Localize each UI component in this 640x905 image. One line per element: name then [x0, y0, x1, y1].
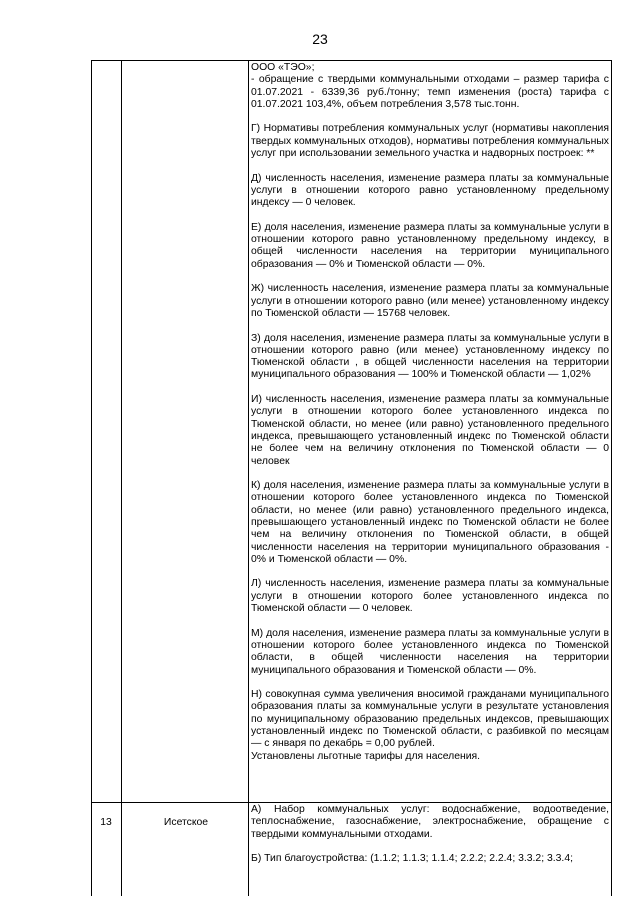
paragraph: Г) Нормативы потребления коммунальных услуг (нормативы накопления твердых коммунальных отходов), нормативы потребления коммунальных услуг при использовании земельного участка и надворных построек: ** [251, 123, 609, 160]
paragraph-line: - обращение с твердыми коммунальными отходами – размер тарифа с 01.07.2021 - 6339,36 руб./тонну; темп изменения (роста) тарифа с 01.07.2021 103,4%, объем потребления 3,578 тыс.тонн. [251, 74, 609, 110]
paragraph-line: Установлены льготные тарифы для населения. [251, 750, 481, 762]
data-table [91, 60, 612, 896]
table-column-divider [248, 60, 249, 896]
row-13-details [251, 804, 609, 865]
paragraph-line: Н) совокупная сумма увеличения вносимой гражданами муниципального образования платы за коммунальные услуги в результате установления по муниципальному образованию предельных индексов, превышающих установленный индекс по Тюменской области, с разбивкой по месяцам — с января по декабрь = 0,00 рублей. [251, 689, 609, 750]
paragraph [251, 62, 609, 111]
municipality-name: Исетское [163, 817, 209, 828]
paragraph: Л) численность населения, изменение размера платы за коммунальные услуги в отношении которого более установленного индекса по Тюменской области — 0 человек. [251, 578, 609, 615]
paragraph-line: ООО «ТЭО»; [251, 62, 315, 73]
table-column-divider [121, 60, 122, 896]
row-number: 13 [100, 817, 112, 828]
paragraph: Е) доля населения, изменение размера платы за коммунальные услуги в отношении которого равно установленному предельному индексу, в общей численности населения на территории муниципального образования — 0% и Тюменской области — 0%. [251, 221, 609, 270]
paragraph: З) доля населения, изменение размера платы за коммунальные услуги в отношении которого равно (или менее) установленному индексу по Тюменской области , в общей численности населения на территории муниципального образования — 100% и Тюменской области — 1,02% [251, 332, 609, 381]
paragraph: А) Набор коммунальных услуг: водоснабжение, водоотведение, теплоснабжение, газоснабжение, электроснабжение, обращение с твердыми коммунальными отходами. [251, 804, 609, 840]
row-prev-details [251, 62, 609, 763]
table-border-left [91, 60, 92, 896]
table-border-top [91, 60, 612, 61]
paragraph: Д) численность населения, изменение размера платы за коммунальные услуги в отношении которого равно установленному предельному индексу — 0 человек. [251, 172, 609, 209]
paragraph [251, 689, 609, 763]
paragraph: Б) Тип благоустройства: (1.1.2; 1.1.3; 1.1.4; 2.2.2; 2.2.4; 3.3.2; 3.3.4; [251, 853, 573, 865]
table-border-right [611, 60, 612, 896]
paragraph: М) доля населения, изменение размера платы за коммунальные услуги в отношении которого более установленного индекса по Тюменской области, в общей численности населения на территории муниципального образования и Тюменской области — 0%. [251, 627, 609, 676]
paragraph: И) численность населения, изменение размера платы за коммунальные услуги в отношении которого более установленного индекса по Тюменской области, но менее (или равно) установленного предельного индекса, превышающего установленный индекс по Тюменской области не более чем на величину отклонения по Тюменской области — 0 человек [251, 394, 609, 467]
page-number: 23 [312, 31, 328, 47]
paragraph: Ж) численность населения, изменение размера платы за коммунальные услуги в отношении которого равно (или менее) установленному индексу по Тюменской области — 15768 человек. [251, 283, 609, 319]
paragraph: К) доля населения, изменение размера платы за коммунальные услуги в отношении которого более установленного индекса по Тюменской области, но менее (или равно) установленного предельного индекса, превышающего установленный индекс по Тюменской области не более чем на величину отклонения по Тюменской области, в общей численности населения на территории муниципального образования - 0% и Тюменской области — 0%. [251, 480, 609, 565]
table-row-divider [91, 802, 612, 803]
